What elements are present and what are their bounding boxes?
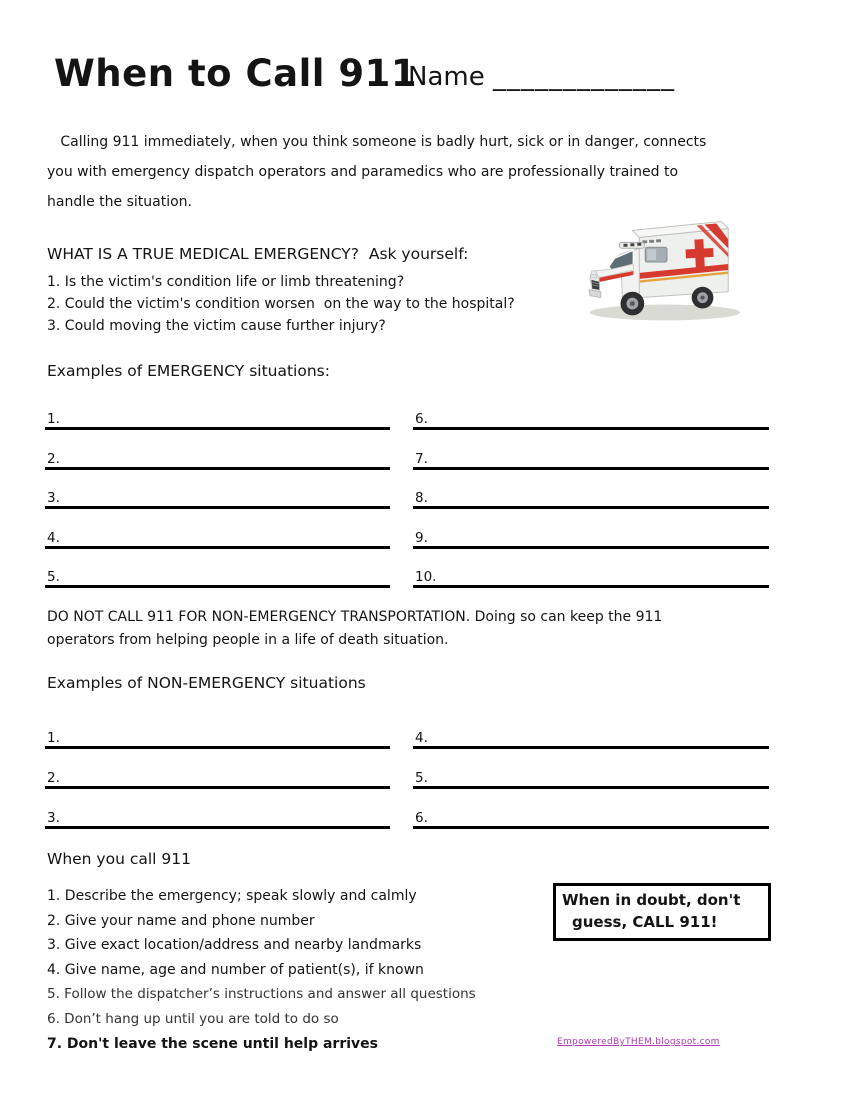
blank-number: 10. bbox=[415, 569, 437, 585]
blank-number: 6. bbox=[415, 411, 428, 427]
medical-question: 3. Could moving the victim cause further injury? bbox=[47, 318, 386, 334]
blank-number: 4. bbox=[47, 529, 60, 546]
blank-number: 4. bbox=[415, 730, 428, 746]
emergency-blank-3 bbox=[45, 482, 390, 509]
emergency-blank-6 bbox=[413, 403, 769, 430]
when-you-call-heading: When you call 911 bbox=[47, 850, 191, 868]
source-link[interactable]: EmpoweredByTHEM.blogspot.com bbox=[557, 1037, 720, 1047]
blank-number: 3. bbox=[47, 810, 60, 826]
medical-question: 1. Is the victim's condition life or limb threatening? bbox=[47, 274, 405, 290]
do-not-call-paragraph bbox=[47, 606, 662, 652]
emergency-blank-5 bbox=[45, 561, 390, 588]
non-emergency-examples-heading: Examples of NON-EMERGENCY situations bbox=[47, 674, 366, 692]
non-emergency-blank-3 bbox=[45, 802, 390, 829]
non-emergency-blank-1 bbox=[45, 722, 390, 749]
intro-line: you with emergency dispatch operators and paramedics who are professionally trained to bbox=[47, 164, 679, 180]
do-not-call-line: operators from helping people in a life of death situation. bbox=[47, 632, 449, 648]
non-emergency-blank-2 bbox=[45, 762, 390, 789]
call-step: 1. Describe the emergency; speak slowly and calmly bbox=[47, 888, 417, 904]
name-field bbox=[408, 62, 675, 92]
emergency-blank-1 bbox=[45, 403, 390, 430]
blank-number: 1. bbox=[47, 411, 60, 427]
do-not-call-line: DO NOT CALL 911 FOR NON-EMERGENCY TRANSPORTATION. Doing so can keep the 911 bbox=[47, 609, 663, 625]
when-in-doubt-box bbox=[553, 883, 771, 941]
page-title: When to Call 911 bbox=[54, 52, 418, 95]
blank-number: 5. bbox=[47, 569, 60, 585]
blank-number: 9. bbox=[415, 529, 428, 546]
intro-line: handle the situation. bbox=[47, 194, 192, 210]
blank-number: 7. bbox=[415, 450, 428, 467]
blank-number: 2. bbox=[47, 450, 60, 467]
doubt-box-line: guess, CALL 911! bbox=[572, 913, 718, 931]
doubt-box-line: When in doubt, don't bbox=[562, 891, 741, 909]
intro-line: Calling 911 immediately, when you think someone is badly hurt, sick or in danger, connects bbox=[47, 134, 707, 150]
emergency-blank-4 bbox=[45, 522, 390, 549]
blank-number: 8. bbox=[415, 490, 428, 506]
blank-number: 5. bbox=[415, 770, 428, 786]
name-blank-line: _____________ bbox=[492, 62, 675, 92]
emergency-blank-2 bbox=[45, 443, 390, 470]
medical-question: 2. Could the victim's condition worsen on the way to the hospital? bbox=[47, 296, 515, 312]
call-step: 7. Don't leave the scene until help arrives bbox=[47, 1035, 378, 1052]
emergency-examples-heading: Examples of EMERGENCY situations: bbox=[47, 362, 330, 380]
emergency-blank-10 bbox=[413, 561, 769, 588]
emergency-blank-7 bbox=[413, 443, 769, 470]
call-step: 3. Give exact location/address and nearby landmarks bbox=[47, 937, 422, 954]
blank-number: 6. bbox=[415, 810, 428, 826]
ambulance-image bbox=[580, 207, 748, 327]
non-emergency-blank-4 bbox=[413, 722, 769, 749]
emergency-blank-8 bbox=[413, 482, 769, 509]
blank-number: 2. bbox=[47, 770, 60, 786]
call-step: 2. Give your name and phone number bbox=[47, 912, 315, 929]
medical-questions-list bbox=[47, 271, 515, 337]
call-step: 4. Give name, age and number of patient(s), if known bbox=[47, 961, 424, 978]
blank-number: 3. bbox=[47, 490, 60, 506]
call-steps-list bbox=[47, 884, 476, 1056]
intro-paragraph bbox=[47, 127, 706, 217]
non-emergency-blank-6 bbox=[413, 802, 769, 829]
call-step: 6. Don’t hang up until you are told to do so bbox=[47, 1010, 339, 1027]
medical-emergency-heading: WHAT IS A TRUE MEDICAL EMERGENCY? Ask yourself: bbox=[47, 245, 469, 263]
name-label: Name bbox=[408, 62, 485, 92]
call-step: 5. Follow the dispatcher’s instructions and answer all questions bbox=[47, 986, 476, 1003]
blank-number: 1. bbox=[47, 730, 60, 746]
non-emergency-blank-5 bbox=[413, 762, 769, 789]
emergency-blank-9 bbox=[413, 522, 769, 549]
